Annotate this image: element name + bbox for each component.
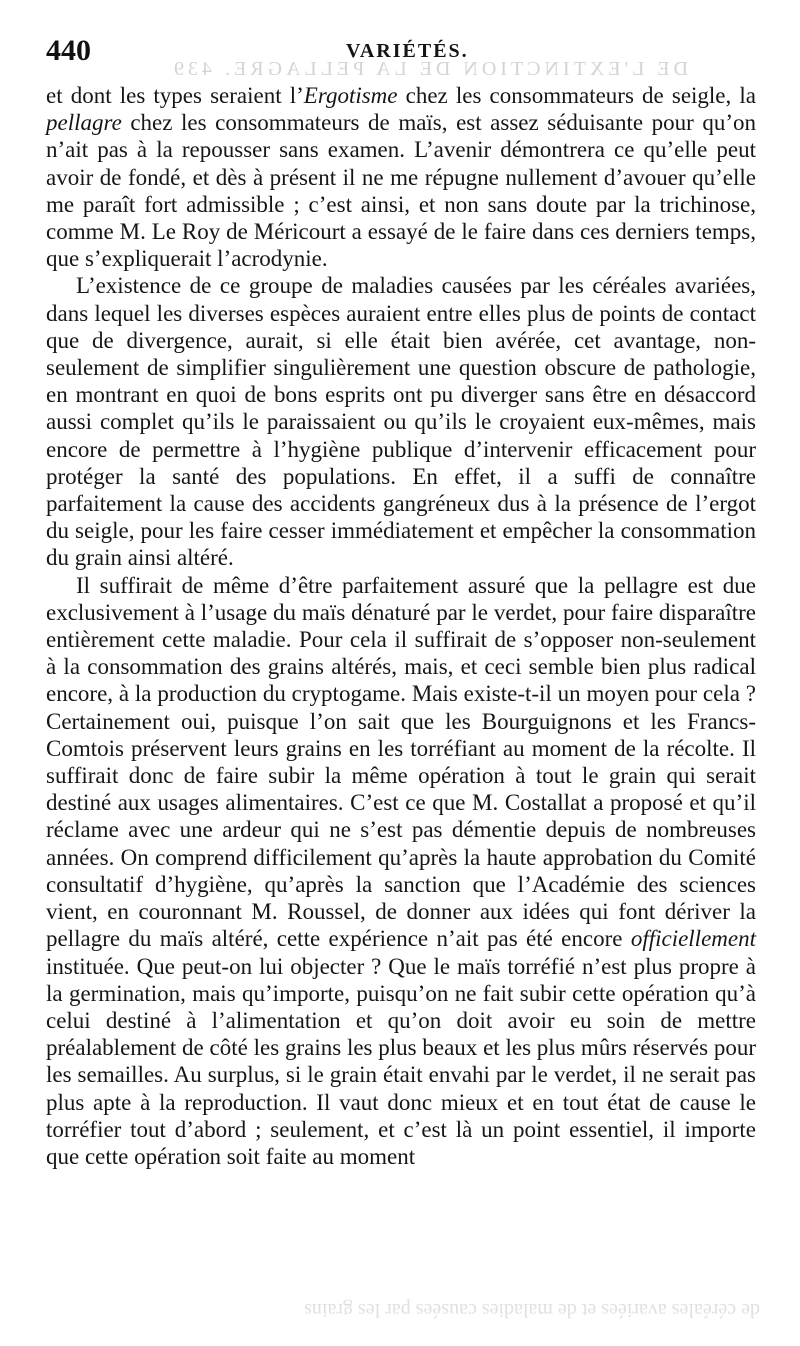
running-title: VARIÉTÉS. xyxy=(346,40,469,62)
paragraph xyxy=(46,82,756,272)
show-through-bleed: DE L'EXTINCTION DE LA PELLAGRE. 439 xyxy=(170,58,688,80)
paragraph xyxy=(46,572,756,1170)
text-segment: Il suffirait de même d’être parfaitement assuré que la pellagre est due exclusivement à l’usage du maïs dénaturé par le verdet, pour faire disparaître entièrement cette maladie. Pour cela il suffirait de s’opposer non-seulement à la consommation des grains altérés, mais, et ceci semble bien plus radical encore, à la production du cryptogame. Mais existe-t-il un moyen pour cela ? Certainement oui, puisque l’on sait que les Bourguignons et les Francs-Comtois préservent leurs grains en les torréfiant au moment de la récolte. Il suffirait donc de faire subir la même opération à tout le grain qui serait destiné aux usages alimentaires. C’est ce que M. Costallat a proposé et qu’il réclame avec une ardeur qui ne s’est pas démentie depuis de nombreuses années. On comprend difficilement qu’après la haute approbation du Comité consultatif d’hygiène, qu’après la sanction que l’Académie des sciences vient, en couronnant M. Roussel, de donner aux idées qui font dériver la pellagre du maïs altéré, cette expérience n’ait pas été encore xyxy=(46,572,756,952)
italic-term-pellagre: pellagre xyxy=(46,110,122,136)
text-segment: instituée. Que peut-on lui objecter ? Que le maïs torréfié n’est plus propre à la germination, mais qu’importe, puisqu’on ne fait subir cette opération qu’à celui destiné à l’alimentation et qu’on doit avoir eu soin de mettre préalablement de côté les grains les plus beaux et les plus mûrs réservés pour les semailles. Au surplus, si le grain était envahi par le verdet, il ne serait pas plus apte à la reproduction. Il vaut donc mieux et en tout état de cause le torréfier tout d’abord ; seulement, et c’est là un point essentiel, il importe que cette opération soit faite au moment xyxy=(46,953,756,1169)
running-header xyxy=(46,34,766,74)
page-number: 440 xyxy=(46,34,91,67)
text-segment: et dont les types seraient l’ xyxy=(46,83,304,108)
body-text xyxy=(46,82,756,1170)
text-segment: chez les consommateurs de maïs, est assez séduisante pour qu’on n’ait pas à la repousser sans examen. L’avenir démontrera ce qu’elle peut avoir de fondé, et dès à présent il ne me répugne nullement d’avouer qu’elle me paraît fort admissible ; c’est ainsi, et non sans doute par la trichinose, comme M. Le Roy de Méricourt a essayé de le faire dans ces derniers temps, que s’expliquerait l’acrodynie. xyxy=(46,110,756,272)
text-segment: L’existence de ce groupe de maladies causées par les céréales avariées, dans lequel les diverses espèces auraient entre elles plus de points de contact que de divergence, aurait, si elle était bien avérée, cet avantage, non-seulement de simplifier singulièrement une question obscure de pathologie, en montrant en quoi de bons esprits ont pu diverger sans être en désaccord aussi complet qu’ils le paraissaient ou qu’ils le croyaient eux-mêmes, mais encore de permettre à l’hygiène publique d’intervenir efficacement pour protéger la santé des populations. En effet, il a suffi de connaître parfaitement la cause des accidents gangréneux dus à la présence de l’ergot du seigle, pour les faire cesser immédiatement et empêcher la consommation du grain ainsi altéré. xyxy=(46,273,756,571)
show-through-bleed-bottom: de céréales avariées et de maladies causées par les grains xyxy=(304,1299,760,1321)
italic-term-officiellement: officiellement xyxy=(630,926,756,952)
paragraph xyxy=(46,272,756,571)
text-segment: chez les consommateurs de seigle, la xyxy=(397,83,756,108)
italic-term-ergotisme: Ergotisme xyxy=(303,83,398,108)
